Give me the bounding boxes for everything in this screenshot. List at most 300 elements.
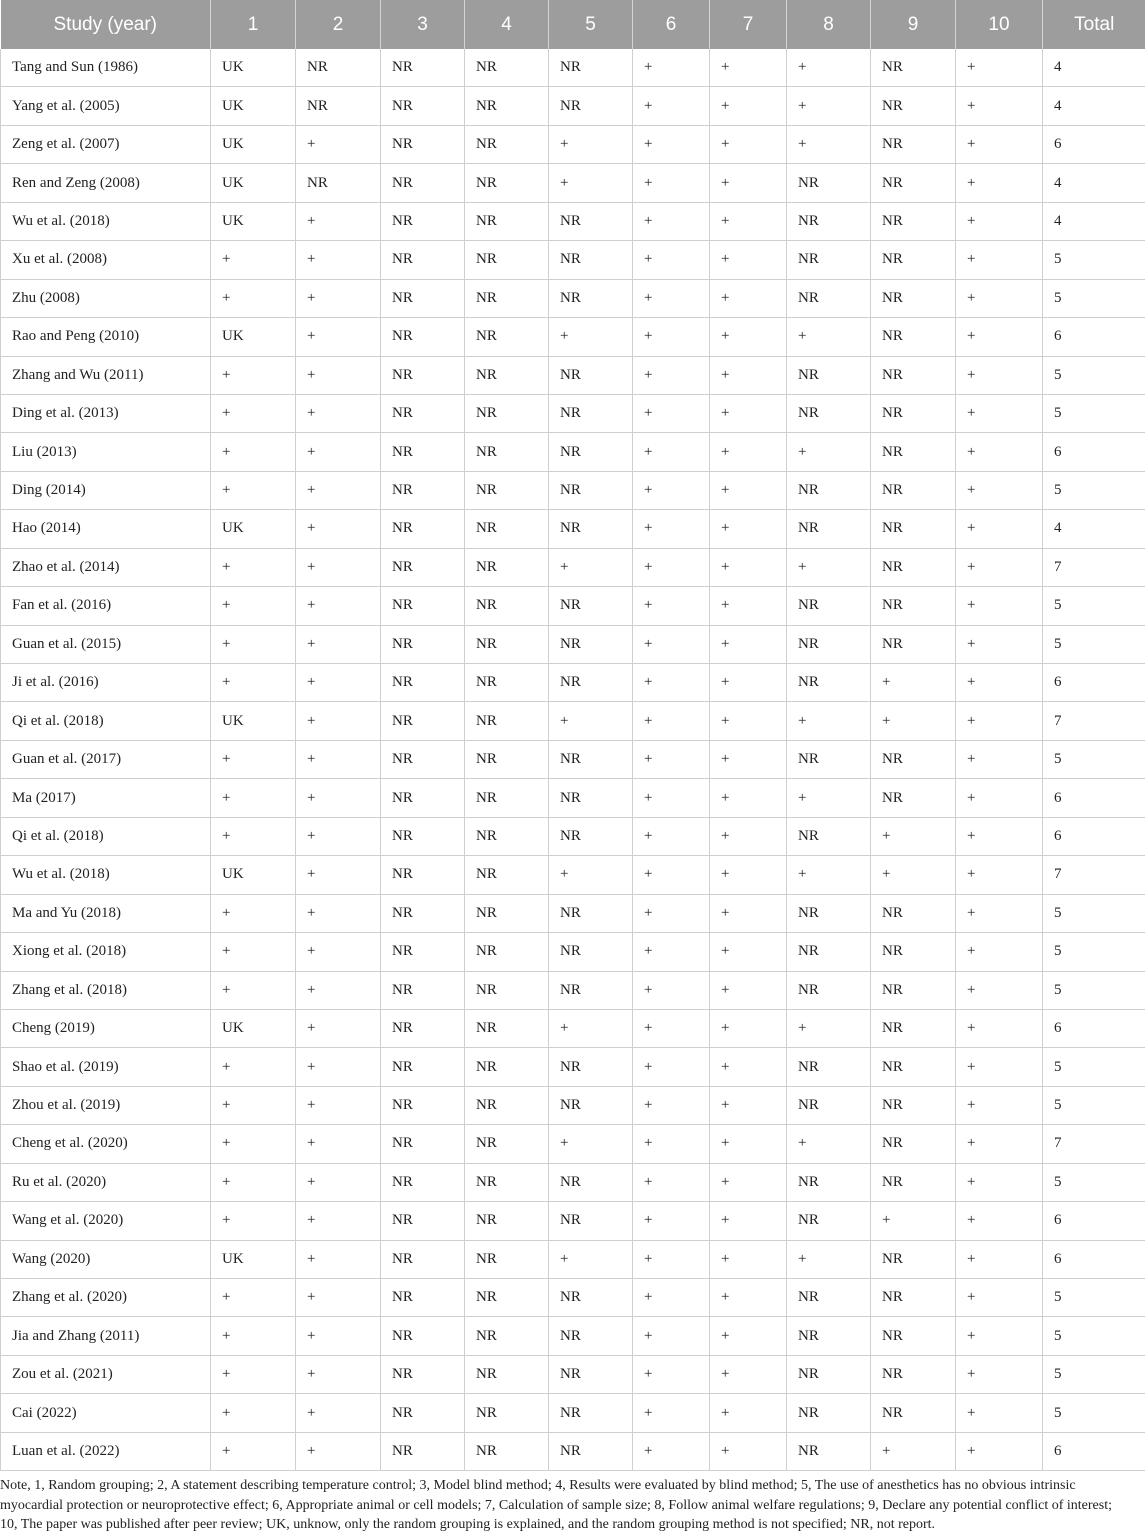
rating-cell: NR	[787, 587, 871, 625]
table-row	[1, 356, 1145, 394]
total-cell: 5	[1043, 471, 1145, 509]
study-cell: Ma and Yu (2018)	[1, 894, 211, 932]
rating-cell: NR	[465, 1432, 549, 1470]
rating-cell: +	[633, 1240, 710, 1278]
rating-cell: NR	[381, 1163, 465, 1201]
rating-cell: NR	[465, 433, 549, 471]
study-cell: Ding et al. (2013)	[1, 394, 211, 432]
rating-cell: +	[633, 1279, 710, 1317]
rating-cell: NR	[787, 817, 871, 855]
study-cell: Hao (2014)	[1, 510, 211, 548]
rating-cell: +	[211, 1125, 296, 1163]
rating-cell: NR	[381, 1279, 465, 1317]
rating-cell: NR	[549, 394, 633, 432]
rating-cell: NR	[871, 779, 956, 817]
rating-cell: +	[787, 125, 871, 163]
rating-cell: NR	[465, 1048, 549, 1086]
rating-cell: NR	[381, 548, 465, 586]
total-cell: 5	[1043, 1163, 1145, 1201]
rating-cell: +	[633, 625, 710, 663]
rating-cell: +	[633, 856, 710, 894]
table-row	[1, 1009, 1145, 1047]
rating-cell: NR	[381, 1394, 465, 1432]
rating-cell: NR	[549, 1355, 633, 1393]
table-header	[1, 0, 1145, 49]
rating-cell: +	[710, 241, 787, 279]
table-row	[1, 971, 1145, 1009]
rating-cell: +	[956, 1432, 1043, 1470]
table-row	[1, 510, 1145, 548]
rating-cell: +	[296, 1086, 381, 1124]
total-cell: 6	[1043, 318, 1145, 356]
table-row	[1, 1279, 1145, 1317]
rating-cell: +	[211, 587, 296, 625]
rating-cell: NR	[381, 125, 465, 163]
rating-cell: +	[211, 625, 296, 663]
total-cell: 6	[1043, 779, 1145, 817]
rating-cell: +	[787, 702, 871, 740]
rating-cell: +	[956, 318, 1043, 356]
table-row	[1, 587, 1145, 625]
study-cell: Zhang et al. (2018)	[1, 971, 211, 1009]
rating-cell: +	[871, 1432, 956, 1470]
total-cell: 4	[1043, 164, 1145, 202]
rating-cell: +	[549, 1240, 633, 1278]
table-row	[1, 471, 1145, 509]
rating-cell: NR	[381, 740, 465, 778]
rating-cell: +	[710, 433, 787, 471]
rating-cell: NR	[871, 510, 956, 548]
rating-cell: +	[211, 894, 296, 932]
rating-cell: +	[710, 510, 787, 548]
rating-cell: +	[956, 933, 1043, 971]
rating-cell: +	[296, 1240, 381, 1278]
rating-cell: +	[633, 125, 710, 163]
rating-cell: NR	[871, 125, 956, 163]
rating-cell: +	[956, 1355, 1043, 1393]
rating-cell: UK	[211, 125, 296, 163]
rating-cell: NR	[465, 279, 549, 317]
rating-cell: NR	[787, 164, 871, 202]
rating-cell: NR	[787, 1202, 871, 1240]
rating-cell: NR	[465, 1009, 549, 1047]
rating-cell: +	[296, 1355, 381, 1393]
column-header-study: Study (year)	[1, 0, 211, 49]
total-cell: 5	[1043, 1048, 1145, 1086]
total-cell: 4	[1043, 510, 1145, 548]
rating-cell: NR	[787, 740, 871, 778]
column-header-item-1: 1	[211, 0, 296, 49]
rating-cell: NR	[465, 1125, 549, 1163]
rating-cell: NR	[381, 1317, 465, 1355]
rating-cell: +	[956, 279, 1043, 317]
rating-cell: +	[787, 433, 871, 471]
rating-cell: UK	[211, 856, 296, 894]
rating-cell: NR	[549, 817, 633, 855]
rating-cell: NR	[381, 817, 465, 855]
table-row	[1, 548, 1145, 586]
study-cell: Xiong et al. (2018)	[1, 933, 211, 971]
rating-cell: NR	[787, 1355, 871, 1393]
rating-cell: +	[211, 817, 296, 855]
study-cell: Guan et al. (2017)	[1, 740, 211, 778]
rating-cell: NR	[465, 1202, 549, 1240]
rating-cell: NR	[787, 241, 871, 279]
rating-cell: +	[211, 356, 296, 394]
rating-cell: +	[787, 779, 871, 817]
rating-cell: +	[956, 971, 1043, 1009]
rating-cell: NR	[465, 587, 549, 625]
rating-cell: NR	[381, 279, 465, 317]
rating-cell: +	[710, 1279, 787, 1317]
total-cell: 5	[1043, 241, 1145, 279]
rating-cell: NR	[787, 279, 871, 317]
rating-cell: +	[549, 318, 633, 356]
rating-cell: NR	[296, 87, 381, 125]
rating-cell: +	[211, 1086, 296, 1124]
rating-cell: NR	[381, 394, 465, 432]
rating-cell: NR	[871, 971, 956, 1009]
rating-cell: NR	[549, 894, 633, 932]
rating-cell: NR	[381, 471, 465, 509]
rating-cell: +	[296, 1048, 381, 1086]
rating-cell: UK	[211, 1009, 296, 1047]
rating-cell: +	[633, 471, 710, 509]
rating-cell: +	[710, 664, 787, 702]
rating-cell: +	[956, 356, 1043, 394]
rating-cell: NR	[549, 933, 633, 971]
rating-cell: NR	[549, 433, 633, 471]
rating-cell: +	[956, 202, 1043, 240]
rating-cell: +	[296, 1432, 381, 1470]
rating-cell: +	[787, 318, 871, 356]
rating-cell: NR	[871, 894, 956, 932]
rating-cell: +	[956, 1317, 1043, 1355]
table-row	[1, 394, 1145, 432]
rating-cell: UK	[211, 87, 296, 125]
rating-cell: +	[956, 587, 1043, 625]
rating-cell: NR	[549, 49, 633, 87]
study-cell: Wang (2020)	[1, 1240, 211, 1278]
rating-cell: UK	[211, 49, 296, 87]
rating-cell: +	[956, 740, 1043, 778]
rating-cell: NR	[871, 1279, 956, 1317]
rating-cell: +	[633, 1125, 710, 1163]
rating-cell: NR	[465, 394, 549, 432]
rating-cell: +	[633, 49, 710, 87]
rating-cell: +	[296, 971, 381, 1009]
rating-cell: +	[787, 548, 871, 586]
table-row	[1, 49, 1145, 87]
column-header-item-6: 6	[633, 0, 710, 49]
study-cell: Rao and Peng (2010)	[1, 318, 211, 356]
rating-cell: +	[296, 1202, 381, 1240]
rating-cell: +	[211, 548, 296, 586]
rating-cell: +	[296, 318, 381, 356]
rating-cell: NR	[871, 1048, 956, 1086]
rating-cell: NR	[381, 1125, 465, 1163]
rating-cell: NR	[787, 625, 871, 663]
table-note: Note, 1, Random grouping; 2, A statement describing temperature control; 3, Model blind method; 4, Results were evaluated by blind method; 5, The use of anesthetics has no obvious intrinsic myocardial protection or neuroprotective effect; 6, Appropriate animal or cell models; 7, Calculation of sample size; 8, Follow animal welfare regulations; 9, Declare any potential conflict of interest; 10, The paper was published after peer review; UK, unknow, only the random grouping is explained, and the random grouping method is not specified; NR, not report.	[0, 1478, 1112, 1532]
rating-cell: NR	[381, 1086, 465, 1124]
rating-cell: +	[549, 548, 633, 586]
rating-cell: +	[710, 1048, 787, 1086]
rating-cell: NR	[871, 1163, 956, 1201]
study-cell: Cheng (2019)	[1, 1009, 211, 1047]
rating-cell: NR	[871, 87, 956, 125]
table-row	[1, 1202, 1145, 1240]
rating-cell: +	[211, 1279, 296, 1317]
rating-cell: +	[956, 1202, 1043, 1240]
rating-cell: NR	[465, 779, 549, 817]
total-cell: 5	[1043, 894, 1145, 932]
rating-cell: NR	[871, 49, 956, 87]
rating-cell: +	[633, 587, 710, 625]
rating-cell: NR	[787, 202, 871, 240]
rating-cell: +	[211, 1355, 296, 1393]
rating-cell: NR	[381, 1240, 465, 1278]
rating-cell: +	[549, 856, 633, 894]
rating-cell: UK	[211, 318, 296, 356]
rating-cell: NR	[465, 894, 549, 932]
study-cell: Ji et al. (2016)	[1, 664, 211, 702]
rating-cell: +	[710, 49, 787, 87]
study-cell: Xu et al. (2008)	[1, 241, 211, 279]
rating-cell: NR	[871, 1009, 956, 1047]
study-cell: Qi et al. (2018)	[1, 817, 211, 855]
total-cell: 5	[1043, 279, 1145, 317]
study-cell: Luan et al. (2022)	[1, 1432, 211, 1470]
rating-cell: +	[296, 933, 381, 971]
rating-cell: +	[633, 394, 710, 432]
rating-cell: +	[296, 856, 381, 894]
rating-cell: +	[633, 1009, 710, 1047]
rating-cell: NR	[465, 664, 549, 702]
rating-cell: +	[956, 241, 1043, 279]
rating-cell: NR	[465, 933, 549, 971]
rating-cell: NR	[465, 971, 549, 1009]
rating-cell: NR	[787, 971, 871, 1009]
rating-cell: +	[296, 1279, 381, 1317]
rating-cell: +	[710, 1009, 787, 1047]
rating-cell: UK	[211, 202, 296, 240]
rating-cell: NR	[465, 49, 549, 87]
rating-cell: NR	[465, 817, 549, 855]
rating-cell: +	[956, 87, 1043, 125]
rating-cell: +	[787, 1009, 871, 1047]
rating-cell: NR	[871, 318, 956, 356]
rating-cell: +	[956, 856, 1043, 894]
rating-cell: NR	[465, 241, 549, 279]
rating-cell: +	[211, 279, 296, 317]
rating-cell: UK	[211, 164, 296, 202]
table-row	[1, 433, 1145, 471]
rating-cell: +	[956, 471, 1043, 509]
total-cell: 7	[1043, 702, 1145, 740]
rating-cell: +	[633, 933, 710, 971]
rating-cell: +	[710, 356, 787, 394]
rating-cell: NR	[871, 1394, 956, 1432]
rating-cell: NR	[787, 1432, 871, 1470]
table-row	[1, 625, 1145, 663]
rating-cell: +	[710, 1240, 787, 1278]
study-cell: Ren and Zeng (2008)	[1, 164, 211, 202]
total-cell: 5	[1043, 971, 1145, 1009]
column-header-item-7: 7	[710, 0, 787, 49]
rating-cell: NR	[787, 1317, 871, 1355]
total-cell: 4	[1043, 202, 1145, 240]
rating-cell: +	[871, 856, 956, 894]
rating-cell: NR	[465, 1279, 549, 1317]
rating-cell: +	[956, 548, 1043, 586]
rating-cell: +	[296, 1317, 381, 1355]
rating-cell: NR	[549, 1317, 633, 1355]
table-row	[1, 702, 1145, 740]
rating-cell: NR	[871, 356, 956, 394]
rating-cell: +	[211, 394, 296, 432]
study-cell: Zeng et al. (2007)	[1, 125, 211, 163]
rating-cell: +	[296, 1163, 381, 1201]
rating-cell: +	[956, 49, 1043, 87]
rating-cell: NR	[381, 1009, 465, 1047]
total-cell: 6	[1043, 1432, 1145, 1470]
rating-cell: +	[710, 1317, 787, 1355]
study-cell: Zhao et al. (2014)	[1, 548, 211, 586]
rating-cell: +	[211, 933, 296, 971]
rating-cell: NR	[465, 625, 549, 663]
rating-cell: +	[710, 279, 787, 317]
rating-cell: NR	[871, 1240, 956, 1278]
rating-cell: +	[211, 779, 296, 817]
rating-cell: +	[633, 202, 710, 240]
rating-cell: +	[296, 740, 381, 778]
rating-cell: +	[710, 779, 787, 817]
rating-cell: NR	[465, 87, 549, 125]
rating-cell: +	[211, 1317, 296, 1355]
rating-cell: +	[211, 1394, 296, 1432]
rating-cell: NR	[787, 510, 871, 548]
rating-cell: +	[710, 318, 787, 356]
rating-cell: +	[296, 1009, 381, 1047]
rating-cell: NR	[381, 702, 465, 740]
rating-cell: +	[710, 202, 787, 240]
rating-cell: +	[296, 202, 381, 240]
rating-cell: +	[710, 1432, 787, 1470]
total-cell: 6	[1043, 125, 1145, 163]
total-cell: 5	[1043, 625, 1145, 663]
rating-cell: NR	[871, 202, 956, 240]
rating-cell: +	[710, 164, 787, 202]
rating-cell: NR	[871, 164, 956, 202]
rating-cell: NR	[549, 664, 633, 702]
rating-cell: +	[710, 1355, 787, 1393]
rating-cell: NR	[381, 433, 465, 471]
rating-cell: +	[296, 548, 381, 586]
rating-cell: NR	[549, 1163, 633, 1201]
table-row	[1, 164, 1145, 202]
rating-cell: +	[296, 125, 381, 163]
rating-cell: NR	[381, 318, 465, 356]
rating-cell: +	[211, 971, 296, 1009]
total-cell: 7	[1043, 548, 1145, 586]
total-cell: 5	[1043, 1086, 1145, 1124]
rating-cell: +	[710, 125, 787, 163]
total-cell: 5	[1043, 394, 1145, 432]
rating-cell: NR	[549, 779, 633, 817]
study-cell: Wang et al. (2020)	[1, 1202, 211, 1240]
rating-cell: +	[710, 702, 787, 740]
rating-cell: +	[710, 1086, 787, 1124]
rating-cell: +	[787, 856, 871, 894]
study-cell: Zhang et al. (2020)	[1, 1279, 211, 1317]
rating-cell: +	[956, 894, 1043, 932]
rating-cell: +	[296, 1125, 381, 1163]
total-cell: 5	[1043, 587, 1145, 625]
study-cell: Zou et al. (2021)	[1, 1355, 211, 1393]
rating-cell: +	[787, 49, 871, 87]
rating-cell: NR	[465, 202, 549, 240]
rating-cell: NR	[871, 625, 956, 663]
rating-cell: +	[633, 510, 710, 548]
study-cell: Tang and Sun (1986)	[1, 49, 211, 87]
rating-cell: +	[787, 1125, 871, 1163]
total-cell: 4	[1043, 49, 1145, 87]
rating-cell: +	[956, 510, 1043, 548]
rating-cell: NR	[465, 1163, 549, 1201]
rating-cell: NR	[465, 318, 549, 356]
rating-cell: +	[633, 971, 710, 1009]
rating-cell: +	[211, 433, 296, 471]
rating-cell: +	[633, 1355, 710, 1393]
rating-cell: +	[633, 817, 710, 855]
rating-cell: NR	[787, 394, 871, 432]
rating-cell: NR	[465, 702, 549, 740]
rating-cell: +	[549, 164, 633, 202]
total-cell: 7	[1043, 856, 1145, 894]
rating-cell: +	[296, 356, 381, 394]
rating-cell: NR	[549, 740, 633, 778]
total-cell: 5	[1043, 1279, 1145, 1317]
rating-cell: +	[633, 779, 710, 817]
rating-cell: NR	[381, 356, 465, 394]
rating-cell: +	[296, 625, 381, 663]
rating-cell: +	[956, 1009, 1043, 1047]
rating-cell: +	[710, 894, 787, 932]
rating-cell: +	[956, 779, 1043, 817]
rating-cell: +	[710, 471, 787, 509]
study-cell: Ru et al. (2020)	[1, 1163, 211, 1201]
rating-cell: NR	[871, 279, 956, 317]
rating-cell: +	[871, 702, 956, 740]
rating-cell: UK	[211, 510, 296, 548]
study-cell: Cai (2022)	[1, 1394, 211, 1432]
rating-cell: NR	[549, 1048, 633, 1086]
rating-cell: +	[633, 356, 710, 394]
rating-cell: +	[710, 1394, 787, 1432]
rating-cell: +	[871, 817, 956, 855]
rating-cell: +	[549, 1009, 633, 1047]
rating-cell: +	[710, 548, 787, 586]
study-cell: Fan et al. (2016)	[1, 587, 211, 625]
column-header-item-3: 3	[381, 0, 465, 49]
rating-cell: NR	[465, 1355, 549, 1393]
rating-cell: NR	[465, 471, 549, 509]
column-header-item-9: 9	[871, 0, 956, 49]
rating-cell: +	[956, 1240, 1043, 1278]
rating-cell: NR	[549, 279, 633, 317]
rating-cell: NR	[549, 587, 633, 625]
total-cell: 5	[1043, 740, 1145, 778]
